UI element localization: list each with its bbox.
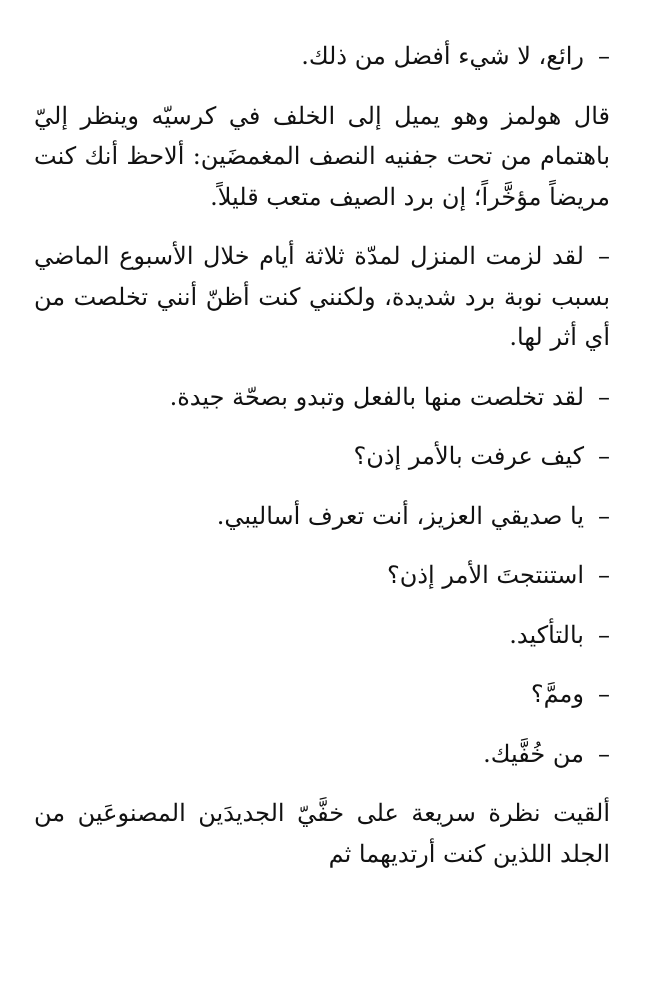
dialogue-text: كيف عرفت بالأمر إذن؟ (353, 442, 584, 470)
dialogue-dash: – (598, 739, 610, 768)
dialogue-dash: – (598, 561, 610, 589)
dialogue-line (34, 436, 610, 477)
dialogue-line (34, 615, 610, 656)
dialogue-dash: – (598, 42, 610, 70)
dialogue-text: لقد لزمت المنزل لمدّة ثلاثة أيام خلال الأسبوع الماضي بسبب نوبة برد شديدة، ولكنني كنت أظنّ أنني تخلصت من أي أثر لها. (34, 242, 610, 351)
dialogue-text: لقد تخلصت منها بالفعل وتبدو بصحّة جيدة. (169, 382, 584, 411)
dialogue-dash: – (598, 501, 610, 530)
dialogue-dash: – (598, 442, 610, 470)
dialogue-dash: – (598, 680, 610, 708)
dialogue-dash: – (598, 382, 610, 411)
dialogue-paragraph (34, 236, 610, 358)
dialogue-text: وممَّ؟ (530, 680, 584, 708)
dialogue-dash: – (598, 620, 610, 649)
dialogue-text: رائع، لا شيء أفضل من ذلك. (301, 42, 584, 70)
narration-paragraph: قال هولمز وهو يميل إلى الخلف في كرسيّه وينظر إليّ باهتمام من تحت جفنيه النصف المغمضَين: ألاحظ أنك كنت مريضاً مؤخَّراً؛ إن برد الصيف متعب قليلاً. (34, 101, 610, 211)
narration-paragraph: ألقيت نظرة سريعة على خفَّيّ الجديدَين المصنوعَين من الجلد اللذين كنت أرتديهما ثم (34, 799, 610, 868)
dialogue-line (34, 377, 610, 418)
dialogue-text: استنتجتَ الأمر إذن؟ (387, 561, 584, 589)
dialogue-text: بالتأكيد. (509, 620, 584, 649)
dialogue-line (34, 36, 610, 77)
dialogue-line (34, 734, 610, 775)
dialogue-line (34, 496, 610, 537)
dialogue-line (34, 674, 610, 715)
dialogue-dash: – (598, 242, 610, 270)
dialogue-text: يا صديقي العزيز، أنت تعرف أساليبي. (216, 501, 584, 530)
book-page (34, 36, 610, 893)
dialogue-text: من خُفَّيك. (483, 739, 584, 768)
dialogue-line (34, 555, 610, 596)
